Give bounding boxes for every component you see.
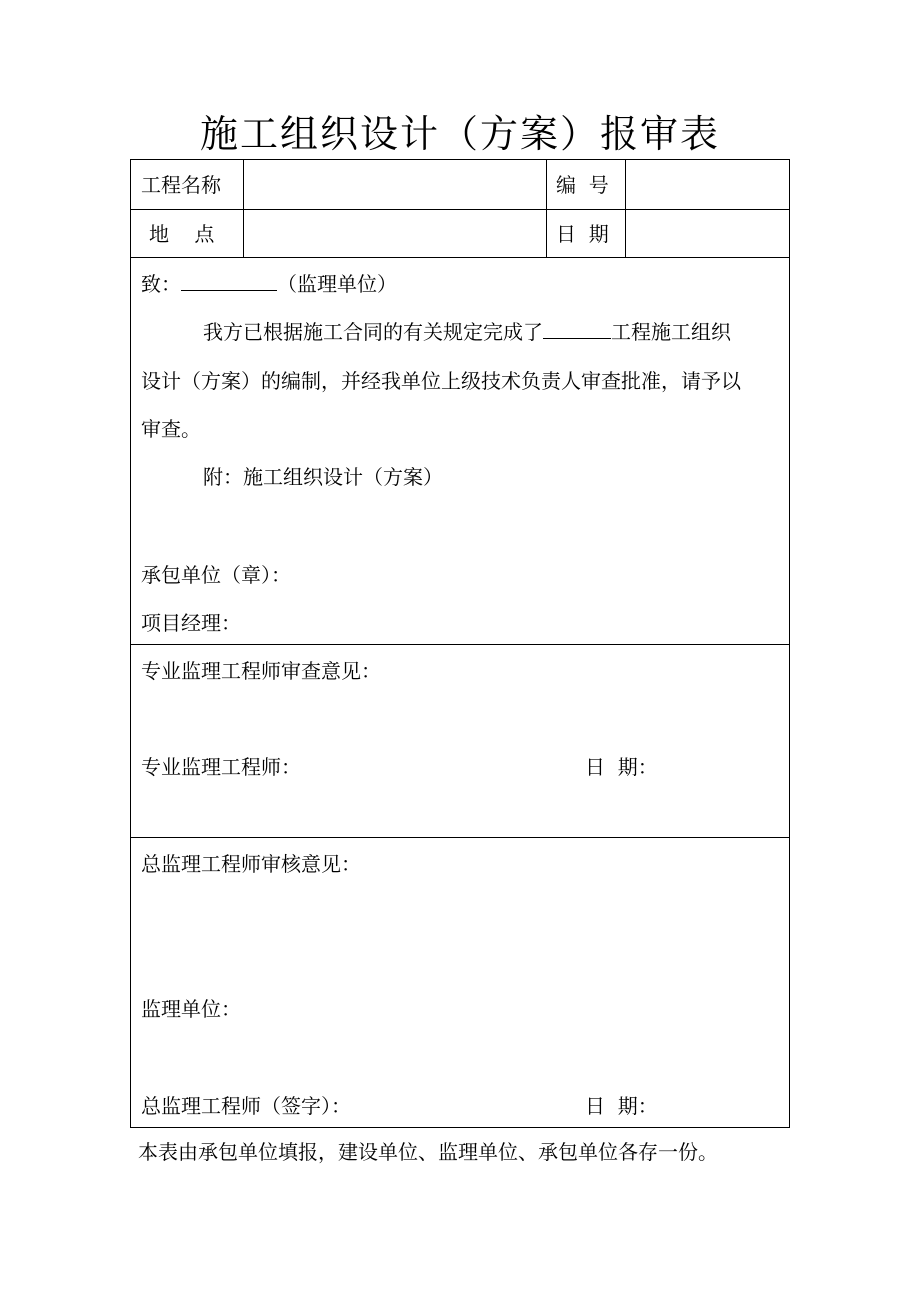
supervision-unit-label: 监理单位： (141, 997, 241, 1021)
paragraph-line-2: 设计（方案）的编制，并经我单位上级技术负责人审查批准，请予以 (141, 369, 741, 393)
chief-engineer-label: 总监理工程师（签字）： (141, 1094, 351, 1118)
column-divider (243, 160, 244, 257)
date-label: 日 期 (556, 222, 609, 246)
approval-form-table (130, 159, 790, 1128)
paragraph-text: 工程施工组织 (611, 320, 731, 344)
chief-opinion-label: 总监理工程师审核意见： (141, 852, 361, 876)
footer-note: 本表由承包单位填报，建设单位、监理单位、承包单位各存一份。 (138, 1140, 718, 1164)
project-name-label: 工程名称 (141, 173, 221, 197)
specialist-engineer-label: 专业监理工程师： (141, 755, 301, 779)
to-prefix: 致： (141, 272, 181, 296)
column-divider (625, 160, 626, 257)
specialist-opinion-label: 专业监理工程师审查意见： (141, 659, 381, 683)
paragraph-line-3: 审查。 (141, 417, 201, 441)
page-title: 施工组织设计（方案）报审表 (199, 112, 720, 156)
row-divider (131, 257, 789, 258)
row-divider (131, 209, 789, 210)
number-field[interactable] (627, 162, 787, 208)
to-suffix: （监理单位） (277, 272, 397, 296)
location-label: 地 点 (149, 222, 215, 246)
attachment-line: 附：施工组织设计（方案） (203, 465, 443, 489)
number-label: 编 号 (556, 173, 609, 197)
date-field[interactable] (627, 211, 787, 256)
chief-date-label: 日 期： (585, 1094, 658, 1118)
supervision-unit-blank[interactable] (181, 270, 277, 291)
paragraph-text: 我方已根据施工合同的有关规定完成了 (203, 320, 543, 344)
project-name-field[interactable] (245, 162, 545, 208)
section-divider (131, 644, 789, 645)
section-divider (131, 837, 789, 838)
column-divider (546, 160, 547, 257)
addressee-line (141, 270, 397, 298)
specialist-date-label: 日 期： (585, 755, 658, 779)
contractor-label: 承包单位（章）： (141, 563, 291, 587)
location-field[interactable] (245, 211, 545, 256)
project-manager-label: 项目经理： (141, 611, 241, 635)
paragraph-line-1 (203, 318, 731, 346)
project-blank[interactable] (543, 318, 611, 339)
